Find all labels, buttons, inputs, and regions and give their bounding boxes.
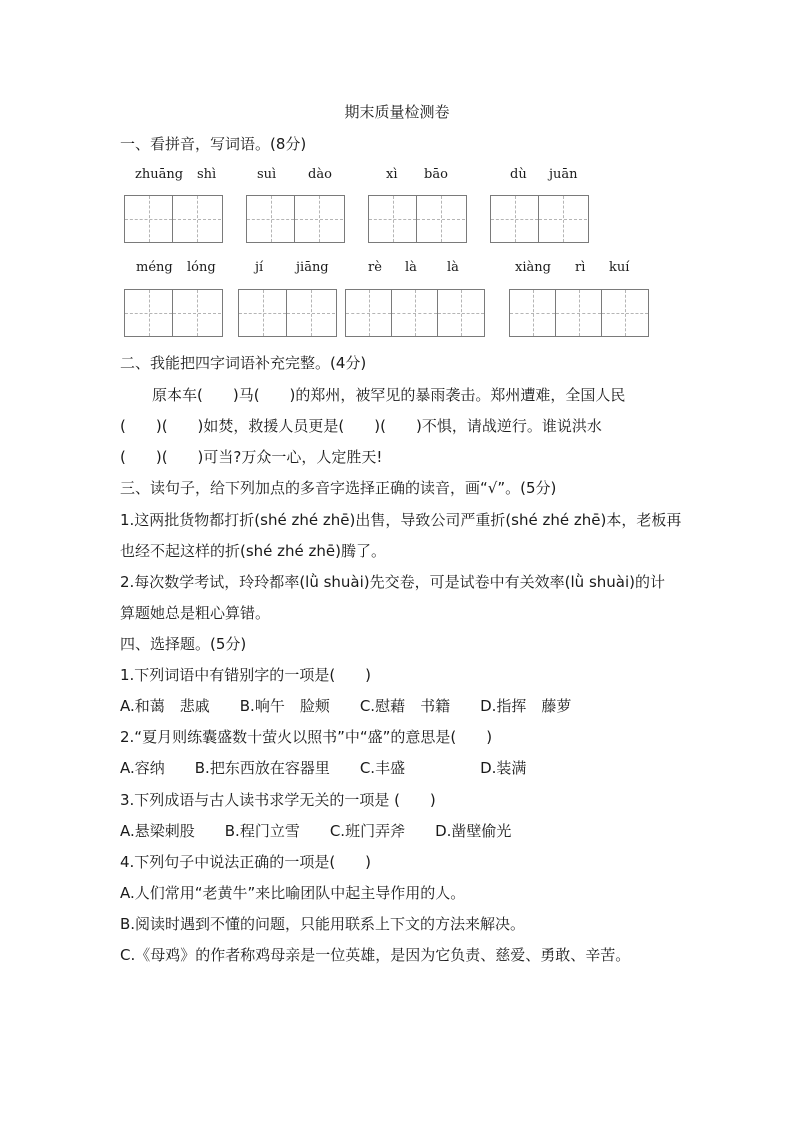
pinyin-label: lóng: [187, 260, 216, 275]
writing-grid[interactable]: [124, 289, 223, 337]
q4-option-line: C.《母鸡》的作者称鸡母亲是一位英雄，是因为它负责、慈爱、勇敢、辛苦。: [120, 946, 631, 964]
pinyin-label: xì: [386, 167, 398, 182]
pinyin-label: shì: [197, 167, 217, 182]
exam-title: 期末质量检测卷: [344, 103, 450, 121]
pinyin-label: zhuāng: [135, 167, 184, 182]
q3-line: 也经不起这样的折(shé zhé zhē)腾了。: [120, 542, 387, 560]
writing-grid[interactable]: [490, 195, 589, 243]
pinyin-label: rì: [575, 260, 586, 275]
q4-option-line: A.悬梁刺股 B.程门立雪 C.班门弄斧 D.凿壁偷光: [120, 822, 512, 840]
q4-option-line: A.容纳 B.把东西放在容器里 C.丰盛 D.装满: [120, 759, 527, 777]
q3-heading: 三、读句子，给下列加点的多音字选择正确的读音，画“√”。(5分): [120, 479, 557, 497]
pinyin-label: là: [405, 260, 417, 275]
q4-option-line: A.和蔼 悲戚 B.响午 脸颊 C.慰藉 书籍 D.指挥 藤萝: [120, 697, 572, 715]
q4-item: 1.下列词语中有错别字的一项是( ): [120, 666, 372, 684]
pinyin-label: bāo: [424, 167, 448, 182]
writing-grid[interactable]: [124, 195, 223, 243]
q4-option-line: A.人们常用“老黄牛”来比喻团队中起主导作用的人。: [120, 884, 466, 902]
pinyin-label: jí: [255, 260, 264, 275]
pinyin-label: là: [447, 260, 459, 275]
q2-line: ( )( )如焚，救援人员更是( )( )不惧，请战逆行。谁说洪水: [120, 417, 602, 435]
pinyin-label: jiāng: [296, 260, 329, 275]
pinyin-label: méng: [136, 260, 173, 275]
q4-option-line: B.阅读时遇到不懂的问题，只能用联系上下文的方法来解决。: [120, 915, 526, 933]
q3-line: 算题她总是粗心算错。: [120, 604, 271, 622]
pinyin-label: kuí: [609, 260, 630, 275]
q1-heading: 一、看拼音，写词语。(8分): [120, 135, 307, 153]
q3-line: 2.每次数学考试，玲玲都率(lǜ shuài)先交卷，可是试卷中有关效率(lǜ shuài)的计: [120, 573, 665, 591]
q4-item: 3.下列成语与古人读书求学无关的一项是 ( ): [120, 791, 436, 809]
writing-grid[interactable]: [238, 289, 337, 337]
q3-line: 1.这两批货物都打折(shé zhé zhē)出售，导致公司严重折(shé zhé zhē)本，老板再: [120, 511, 682, 529]
pinyin-label: dù: [510, 167, 527, 182]
pinyin-label: suì: [257, 167, 277, 182]
pinyin-label: rè: [368, 260, 382, 275]
q4-item: 2.“夏月则练囊盛数十萤火以照书”中“盛”的意思是( ): [120, 728, 493, 746]
writing-grid[interactable]: [345, 289, 485, 337]
writing-grid[interactable]: [368, 195, 467, 243]
pinyin-label: juān: [549, 167, 578, 182]
q2-line: ( )( )可当?万众一心，人定胜天!: [120, 448, 383, 466]
writing-grid[interactable]: [509, 289, 649, 337]
q2-heading: 二、我能把四字词语补充完整。(4分): [120, 354, 367, 372]
q2-line: 原本车( )马( )的郑州，被罕见的暴雨袭击。郑州遭难，全国人民: [152, 386, 626, 404]
q4-heading: 四、选择题。(5分): [120, 635, 247, 653]
writing-grid[interactable]: [246, 195, 345, 243]
pinyin-label: xiàng: [515, 260, 551, 275]
pinyin-label: dào: [308, 167, 332, 182]
q4-item: 4.下列句子中说法正确的一项是( ): [120, 853, 372, 871]
